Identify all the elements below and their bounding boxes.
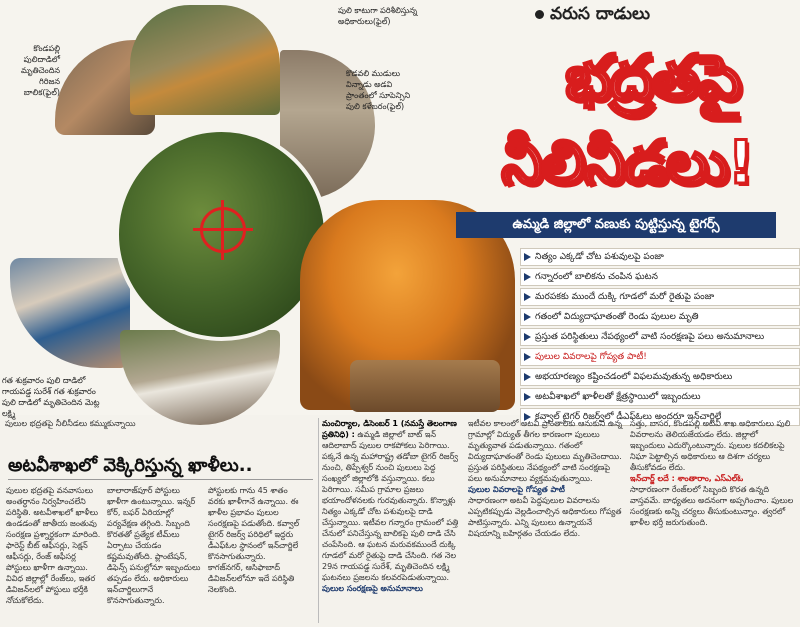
triangle-bullet-icon — [524, 253, 531, 261]
triangle-bullet-icon — [524, 313, 531, 321]
lead-paragraph: ఉమ్మడి జిల్లాలో బాట్ ఇన్ ఆదిలాబాద్ పులుల రాకపోకలు పెరిగాయి. పక్కనే ఉన్న మహారాష్ట్ర తడోబా టైగర్ రిజర్వ్ నుంచి, తిప్పేశ్వర్ నుంచి పులులు పెద్ద సంఖ్యలో జిల్లాలోకి వస్తున్నాయి. — [322, 430, 459, 483]
bullet-item: అభయారణ్యం కష్టించడంలో విఫలమవుతున్న అధికారులు — [520, 368, 800, 386]
dateline: మంచిర్యాల, డిసెంబర్ 1 (నమస్తే తెలంగాణ ప్రతినిధి) : — [322, 419, 457, 439]
bullet-item: గన్నారంలో బాలికను చంపిన ఘటన — [520, 268, 800, 286]
caption-officials: పులి కాటుగా పరిశీలిస్తున్న అధికారులు(ఫైల్) — [338, 6, 418, 26]
bullet-item: గతంలో విద్యుదాఘాతంతో రెండు పులుల మృతి — [520, 308, 800, 326]
column-d-subhead: పులుల సంరక్షణపై అనుమానాలు — [322, 584, 423, 593]
triangle-bullet-icon — [524, 353, 531, 361]
crosshair-icon — [200, 207, 246, 253]
section-heading: అటవీశాఖలో వెక్కిరిస్తున్న ఖాళీలు.. — [8, 455, 313, 480]
caption-girl: కొండపల్లి పులిదాడిలో మృతిచెందిన గిరిజన బాలిక(ఫైల్) — [20, 44, 60, 97]
triangle-bullet-icon — [524, 373, 531, 381]
column-d-text: కలు పెరిగాయి. సమీప గ్రామాల ప్రజలు భయాందోళనలకు గురవుతున్నారు. కొన్నాళ్లు నిత్యం ఎక్కడో చోట పశువులపై దాడి చేస్తున్నాయి. ఇటీవల గన్నారం గ్రామంలో పత్తి చేనులో పనిచేస్తున్న బాలికపై పులి దాడి చేసి చంపేసింది. ఆ ఘటన మరువకముందే దుక్కి గూడలో మరో రైతుపై దాడి చేసింది. గత నెల 29న గాయపడ్డ సురేశ్, మృతిచెందిన లక్ష్మి ఘటనలు ప్రజలను కలవరపెడుతున్నాయి. — [322, 474, 459, 582]
bullet-item: అటవీశాఖలో ఖాళీలతో క్షేత్రస్థాయిలో ఇబ్బందులు — [520, 388, 800, 406]
photo-deceased-woman — [120, 330, 280, 425]
column-f-subhead: ఇన్‌చార్జ్ లదే : శాంతారాం, ఎస్ఎల్ఓ — [630, 474, 744, 483]
photo-injured-man — [10, 258, 130, 368]
triangle-bullet-icon — [524, 293, 531, 301]
bullet-item: కవ్వాల్ టైగర్ రిజర్వ్‌లో డీఎఫ్‌ఓలు అందరూ ఇన్‌చార్జిలే — [520, 408, 800, 426]
column-e-text: ఇటీవల కాలంలో అటవీ ప్రాంతాలకు ఆనుకుని ఉన్న గ్రామాల్లో విద్యుత్ తీగల కారణంగా పులులు మృత్యువాత పడుతున్నాయి. గతంలో విద్యుదాఘాతంతో రెండు పులులు మృతిచెందాయి. ప్రస్తుత పరిస్థితులు నేపథ్యంలో వాటి సంరక్షణపై పలు అనుమానాలు వ్యక్తమవుతున్నాయి. — [468, 419, 623, 483]
bullet-dot-icon — [535, 10, 544, 19]
triangle-bullet-icon — [524, 273, 531, 281]
column-f-text-2: సాధారణంగా రేంజ్‌లలో సిబ్బంది కొరత ఉన్నది వాస్తవమే. బాధ్యతలు అదనంగా అప్పగించాం. పులుల సంరక్షణకు అన్ని చర్యలు తీసుకుంటున్నాం. త్వరలో ఖాళీల భర్తీ జరుగుతుంది. — [630, 485, 794, 527]
column-divider — [318, 418, 319, 623]
bullet-item: మరపకకు ముందే దుక్కి గూడలో మరో రైతుపై పంజా — [520, 288, 800, 306]
section-tag: వరుస దాడులు — [535, 4, 785, 30]
column-e-text-2: సాధారణంగా అటవీ పెద్దపులుల వివరాలను ఎప్పటికప్పుడు వెల్లడించాల్సిన అధికారులు గోప్యత పాటిస్తున్నారు. ఎన్ని పులులు ఉన్నాయనే విషయాన్ని బహిర్గతం చేయడం లేదు. — [468, 496, 622, 538]
bullet-item: పులుల వివరాలపై గోప్యత పాటీ! — [520, 348, 800, 366]
caption-victims: గత శుక్రవారం పులి దాడిలో గాయపడ్డ సురేశ్ గత శుక్రవారం పులి దాడిలో మృతిచెందిన మెట్ల లక్ష్మి — [2, 376, 100, 418]
headline-line2: నీలినీడలు! — [501, 128, 753, 198]
article-column-e — [468, 418, 626, 623]
log-stump — [350, 360, 500, 412]
caption-carcass: కొడవలి ముడులు విన్నాడు అడవి ప్రాంతంలో సూపెన్సిని పులి కళేబరం(ఫైల్) — [346, 69, 411, 111]
bullet-list — [520, 248, 800, 422]
article-column-c: పోస్టులకు గాను 45 శాతం వరకు ఖాళీగానే ఉన్నాయి. ఈ ఖాళీల ప్రభావం పులుల సంరక్షణపై పడుతోంది. కవ్వాల్ టైగర్ రిజర్వ్ పరిధిలో ఇద్దరు డీఎఫ్‌ఓల స్థానంలో ఇన్‌చార్జిలే కొనసాగుతున్నారు. కాగజ్‌నగర్, ఆసిఫాబాద్ డివిజన్‌లలోనూ ఇదే పరిస్థితి నెలకొంది. — [208, 486, 300, 594]
column-e-subhead: పులుల వివరాలపై గోప్యత పాటీ — [468, 485, 565, 494]
headline-line1: భద్రతపై — [565, 41, 740, 114]
triangle-bullet-icon — [524, 393, 531, 401]
article-column-b: బాలారాజ్‌పూర్ పోస్టులు ఖాళీగా ఉంటున్నాయి. ఇన్నర్ కోర్, బఫర్ ఏరియాల్లో పర్యవేక్షణ తగ్గింది. సిబ్బంది కొరతతో ప్రత్యేక టీమ్‌లు ఏర్పాటు చేయడం కష్టమవుతోంది. ప్లాంటేషన్, డిఫెన్స్ పనుల్లోనూ ఇబ్బందులు తప్పడం లేదు. అధికారులు ఇన్‌చార్జిలుగానే కొనసాగుతున్నారు. — [107, 486, 201, 605]
bullet-item: ప్రస్తుత పరిస్థితులు నేపథ్యంలో వాటి సంరక్షణపై పలు అనుమానాలు — [520, 328, 800, 346]
article-column-d — [322, 418, 465, 623]
photo-officials-tiger — [130, 5, 280, 115]
subheadline: ఉమ్మడి జిల్లాలో వణుకు పుట్టిస్తున్న టైగర్స్ — [456, 212, 776, 238]
article-intro: పులుల భద్రతపై నీలినీడలు కమ్ముకున్నాయి — [5, 419, 136, 428]
column-f-text: సత్తు, బాసర, కొండపల్లి అటవీ శాఖ అధికారులు పులి వివరాలను తెలియజేయడం లేదు. జిల్లాలో ఇబ్బందులు ఎదుర్కొంటున్నారు. పులుల కదలికలపై నిఘా పెట్టాల్సిన అధికారులు ఆ దిశగా చర్యలు తీసుకోవడం లేదు. — [630, 419, 791, 472]
bullet-item: నిత్యం ఎక్కడో చోట పశువులపై పంజా — [520, 248, 800, 266]
triangle-bullet-icon — [524, 333, 531, 341]
article-column-f — [630, 418, 795, 623]
article-column-a: పులుల భద్రతపై వనవాసులు అంతర్ధానం నిర్వహించలేని పరిస్థితి. అటవీశాఖలో ఖాళీలు ఉండడంతో జాతీయ జంతువు సంరక్షణ ప్రశ్నార్థకంగా మారింది. ఫారెస్ట్ బీట్ ఆఫీసర్లు, సెక్షన్ ఆఫీసర్లు, రేంజ్ ఆఫీసర్ల పోస్టులు ఖాళీగా ఉన్నాయి. వివిధ జిల్లాల్లో రేంజ్‌లు, ఇతర డివిజన్‌లలో పోస్టులు భర్తీకి నోచుకోలేదు. — [6, 486, 101, 605]
